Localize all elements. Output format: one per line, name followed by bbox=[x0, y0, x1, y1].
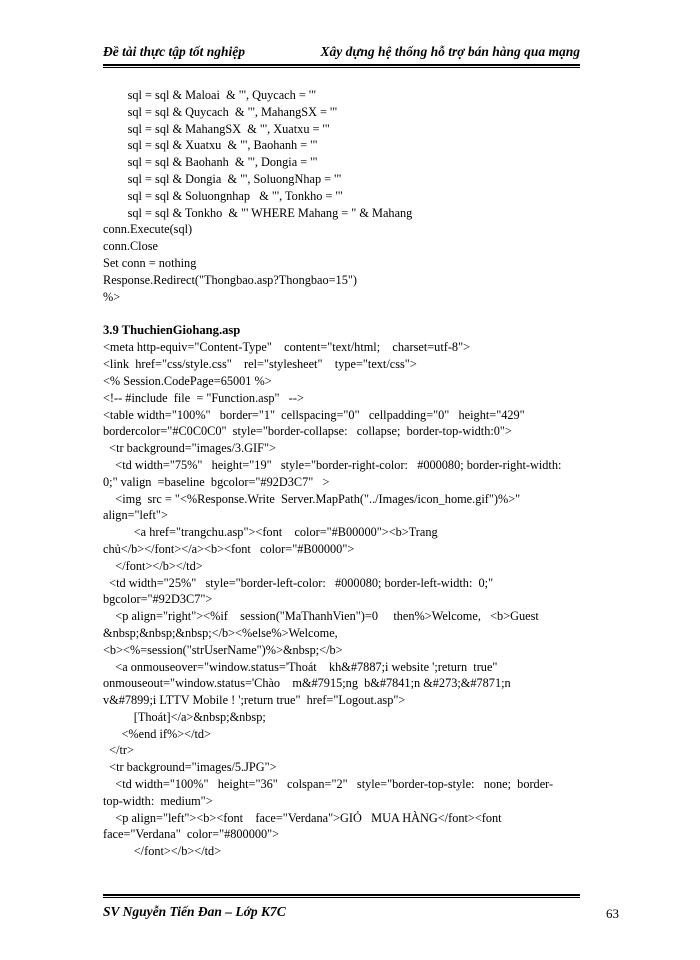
code-line: sql = sql & Quycach & "', MahangSX = '" bbox=[103, 104, 338, 119]
code-line: bordercolor="#C0C0C0" style="border-collapse: collapse; border-top-width:0"> bbox=[103, 424, 512, 439]
code-block-update-sql bbox=[103, 87, 593, 305]
code-line: onmouseout="window.status='Chào m&#7915;ng b&#7841;n &#273;&#7871;n bbox=[103, 676, 511, 691]
code-line: <a onmouseover="window.status='Thoát kh&#7887;i website ';return true" bbox=[103, 659, 498, 674]
code-line: <%end if%></td> bbox=[103, 726, 211, 741]
code-line: Set conn = nothing bbox=[103, 255, 197, 270]
code-line: 0;" valign =baseline bgcolor="#92D3C7" > bbox=[103, 474, 330, 489]
code-line: <p align="left"><b><font face="Verdana">GIỎ MUA HÀNG</font><font bbox=[103, 810, 502, 825]
code-line: <tr background="images/5.JPG"> bbox=[103, 760, 277, 775]
code-line: <td width="75%" height="19" style="border-right-color: #000080; border-right-width: bbox=[103, 457, 562, 472]
header-rule-thin bbox=[103, 67, 580, 68]
paragraph-gap bbox=[103, 305, 593, 322]
code-line: sql = sql & Tonkho & "' WHERE Mahang = " & Mahang bbox=[103, 205, 413, 220]
code-line: <meta http-equiv="Content-Type" content="text/html; charset=utf-8"> bbox=[103, 340, 471, 355]
code-line: <b><%=session("strUserName")%>&nbsp;</b> bbox=[103, 642, 343, 657]
code-line: <img src = "<%Response.Write Server.MapPath("../Images/icon_home.gif")%>" bbox=[103, 491, 521, 506]
code-line: sql = sql & Maloai & "', Quycach = '" bbox=[103, 88, 317, 102]
code-line: conn.Execute(sql) bbox=[103, 222, 193, 237]
header-rule-thick bbox=[103, 64, 580, 66]
code-line: sql = sql & Dongia & "', SoluongNhap = '" bbox=[103, 171, 342, 186]
header-project-title: Xây dựng hệ thống hỗ trợ bán hàng qua mạng bbox=[320, 44, 580, 59]
page-header bbox=[103, 38, 580, 62]
code-line: <!-- #include file = "Function.asp" --> bbox=[103, 390, 304, 405]
code-line: sql = sql & Soluongnhap & "', Tonkho = '" bbox=[103, 188, 343, 203]
code-line: Response.Redirect("Thongbao.asp?Thongbao=15") bbox=[103, 272, 357, 287]
page-content bbox=[103, 87, 593, 860]
code-line: &nbsp;&nbsp;&nbsp;</b><%else%>Welcome, bbox=[103, 625, 338, 640]
code-block-cart-page bbox=[103, 339, 593, 860]
code-line: %> bbox=[103, 289, 121, 304]
code-line: <link href="css/style.css" rel="stylesheet" type="text/css"> bbox=[103, 357, 417, 372]
code-line: v&#7899;i LTTV Mobile ! ';return true" href="Logout.asp"> bbox=[103, 693, 406, 708]
code-line: conn.Close bbox=[103, 239, 158, 254]
code-line: sql = sql & MahangSX & "', Xuatxu = '" bbox=[103, 121, 330, 136]
code-line: <tr background="images/3.GIF"> bbox=[103, 441, 276, 456]
code-line: [Thoát]</a>&nbsp;&nbsp; bbox=[103, 709, 266, 724]
footer-rule-thin bbox=[103, 897, 580, 898]
code-line: <table width="100%" border="1" cellspacing="0" cellpadding="0" height="429" bbox=[103, 407, 525, 422]
code-line: chủ</b></font></a><b><font color="#B00000"> bbox=[103, 541, 355, 556]
code-line: </font></b></td> bbox=[103, 558, 203, 573]
code-line: bgcolor="#92D3C7"> bbox=[103, 592, 213, 607]
code-line: <a href="trangchu.asp"><font color="#B00000"><b>Trang bbox=[103, 525, 438, 540]
code-line: sql = sql & Xuatxu & "', Baohanh = '" bbox=[103, 138, 318, 153]
section-heading: 3.9 ThuchienGiohang.asp bbox=[103, 323, 241, 338]
footer-author: SV Nguyễn Tiến Đan – Lớp K7C bbox=[103, 904, 286, 919]
code-line: <td width="25%" style="border-left-color: #000080; border-left-width: 0;" bbox=[103, 575, 494, 590]
code-line: <% Session.CodePage=65001 %> bbox=[103, 373, 272, 388]
footer-rule-thick bbox=[103, 894, 580, 896]
code-line: </font></b></td> bbox=[103, 844, 222, 859]
page-number: 63 bbox=[606, 906, 619, 921]
code-line: <td width="100%" height="36" colspan="2" style="border-top-style: none; border- bbox=[103, 777, 554, 792]
header-thesis-title: Đề tài thực tập tốt nghiệp bbox=[103, 44, 245, 59]
code-line: face="Verdana" color="#800000"> bbox=[103, 827, 280, 842]
code-line: </tr> bbox=[103, 743, 134, 758]
code-line: top-width: medium"> bbox=[103, 793, 213, 808]
code-line: align="left"> bbox=[103, 508, 168, 523]
code-line: sql = sql & Baohanh & "', Dongia = '" bbox=[103, 155, 318, 170]
code-line: <p align="right"><%if session("MaThanhVien")=0 then%>Welcome, <b>Guest bbox=[103, 609, 539, 624]
